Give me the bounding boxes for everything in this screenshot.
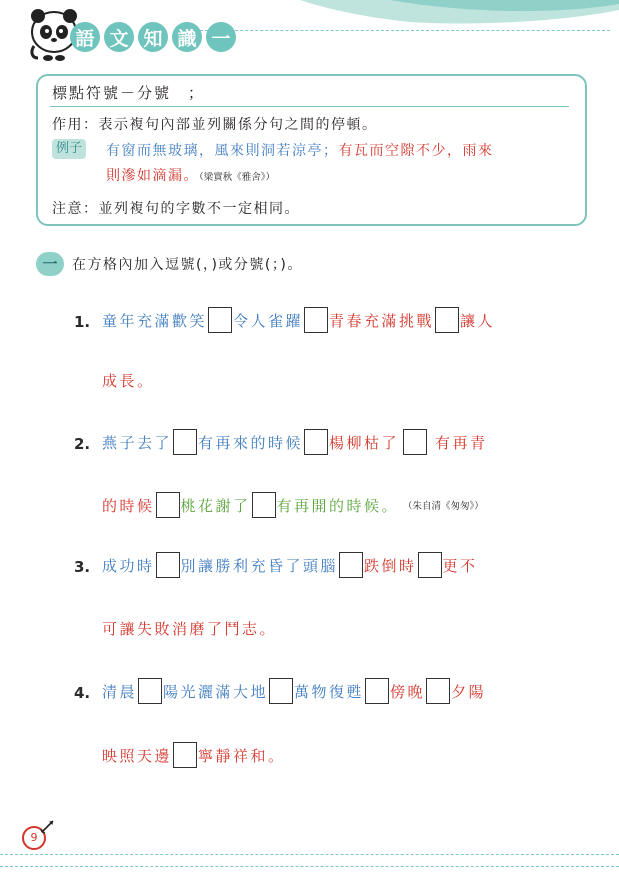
clause: 讓人 <box>460 311 496 330</box>
answer-box[interactable] <box>304 429 328 455</box>
clause: 跌倒時 <box>364 556 417 575</box>
clause: 映照天邊 <box>102 746 173 765</box>
clause: 成功時 <box>102 556 155 575</box>
clause: 成長。 <box>102 372 155 390</box>
question-number: 4. <box>74 684 91 702</box>
example-source: （梁實秋《雅舍》） <box>199 172 276 183</box>
usage-text: 作用：表示複句內部並列關係分句之間的停頓。 <box>52 117 378 133</box>
clause: 桃花謝了 <box>180 496 251 515</box>
answer-box[interactable] <box>208 307 232 333</box>
answer-box[interactable] <box>304 307 328 333</box>
clause: 令人雀躍 <box>233 311 304 330</box>
question-3-line-1 <box>102 552 478 578</box>
question-4-line-1 <box>102 678 486 704</box>
clause: 寧靜祥和。 <box>198 746 286 765</box>
answer-box[interactable] <box>156 552 180 578</box>
answer-box[interactable] <box>138 678 162 704</box>
example-line-2 <box>106 165 275 185</box>
example-line-1 <box>106 140 494 160</box>
clause: 燕子去了 <box>102 433 173 452</box>
answer-box[interactable] <box>403 429 427 455</box>
question-number: 1. <box>74 313 91 331</box>
clause: 萬物復甦 <box>294 682 365 701</box>
answer-box[interactable] <box>252 492 276 518</box>
definition-heading: 標點符號－分號 ； <box>52 84 206 102</box>
clause: 可讓失敗消磨了鬥志。 <box>102 620 278 638</box>
title-char: 文 <box>104 22 134 52</box>
section-instruction: 在方格內加入逗號(，)或分號(；)。 <box>72 257 303 273</box>
question-3-line-2 <box>102 618 277 639</box>
definition-box <box>36 74 587 226</box>
answer-box[interactable] <box>339 552 363 578</box>
clause: 傍晚 <box>390 682 426 701</box>
answer-box[interactable] <box>426 678 450 704</box>
clause: 童年充滿歡笑 <box>102 311 208 330</box>
example-clause: 有窗而無玻璃， <box>106 143 215 159</box>
example-badge: 例子 <box>52 139 86 159</box>
example-clause: 風來則洞若涼亭； <box>214 143 339 159</box>
section-badge: 一 <box>36 252 64 276</box>
answer-box[interactable] <box>173 429 197 455</box>
question-number: 2. <box>74 435 91 453</box>
page-number: 9 <box>22 826 46 850</box>
answer-box[interactable] <box>156 492 180 518</box>
clause: 更不 <box>442 556 478 575</box>
clause: 楊柳枯了 <box>329 433 400 452</box>
title-char: 一 <box>206 22 236 52</box>
example-clause: 則滲如滴漏。 <box>106 168 199 184</box>
definition-divider <box>50 106 569 107</box>
example-clause: 有瓦而空隙不少，雨來 <box>338 143 494 159</box>
clause: 清晨 <box>102 682 138 701</box>
clause: 夕陽 <box>451 682 487 701</box>
clause: 有再青 <box>435 433 488 452</box>
title-char: 知 <box>138 22 168 52</box>
title-char: 識 <box>172 22 202 52</box>
clause: 有再來的時候 <box>198 433 304 452</box>
question-4-line-2 <box>102 742 286 768</box>
title-char: 語 <box>70 22 100 52</box>
target-arrow-icon <box>40 818 56 834</box>
clause: 青春充滿挑戰 <box>329 311 435 330</box>
question-source: （朱自清《匆匆》） <box>403 501 484 512</box>
answer-box[interactable] <box>173 742 197 768</box>
answer-box[interactable] <box>435 307 459 333</box>
question-1-line-1 <box>102 307 495 333</box>
clause: 陽光灑滿大地 <box>163 682 269 701</box>
question-2-line-2 <box>102 492 484 518</box>
answer-box[interactable] <box>269 678 293 704</box>
clause: 有再開的時候。 <box>276 496 400 515</box>
note-text: 注意：並列複句的字數不一定相同。 <box>52 201 300 217</box>
footer-divider <box>0 866 619 867</box>
question-1-line-2 <box>102 370 155 391</box>
page-title <box>70 22 236 52</box>
footer-divider <box>0 854 619 855</box>
answer-box[interactable] <box>365 678 389 704</box>
answer-box[interactable] <box>418 552 442 578</box>
header-divider <box>200 30 610 31</box>
clause: 的時候 <box>102 496 155 515</box>
clause: 別讓勝利充昏了頭腦 <box>180 556 339 575</box>
question-2-line-1 <box>102 429 488 455</box>
question-number: 3. <box>74 558 91 576</box>
